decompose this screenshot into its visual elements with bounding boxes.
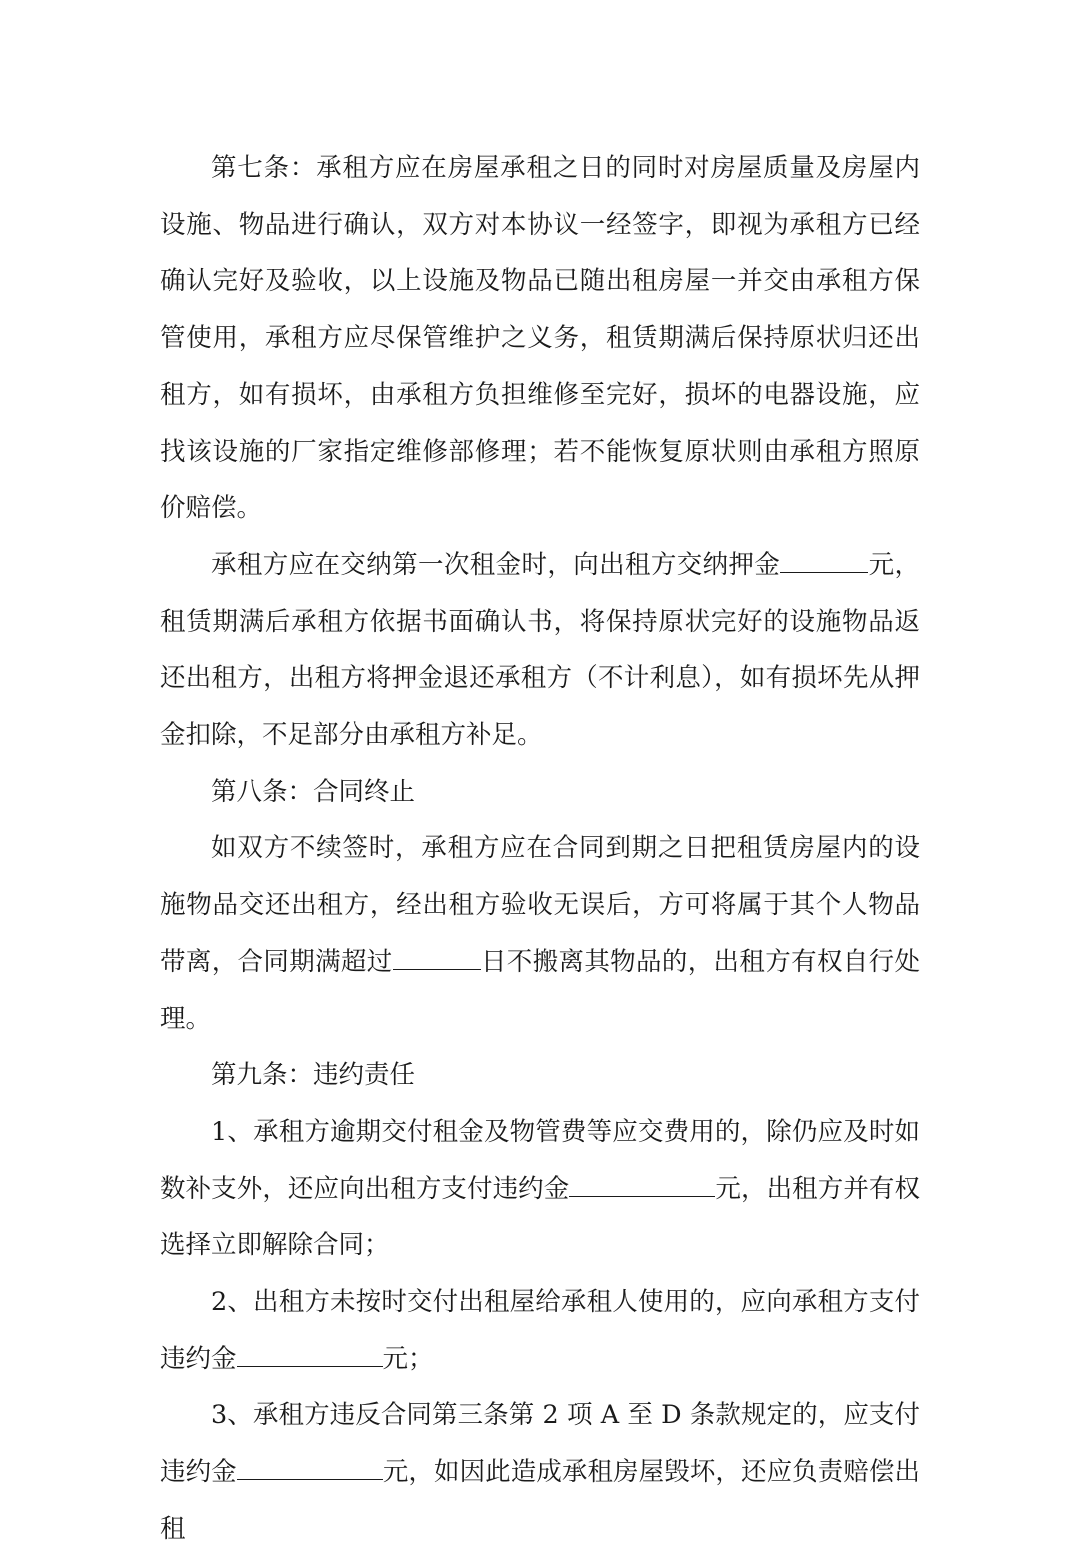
deposit-paragraph	[160, 537, 920, 764]
penalty-2-blank	[237, 1344, 383, 1367]
article-8-heading-text: 第八条：合同终止	[211, 776, 416, 807]
days-blank	[393, 947, 481, 970]
breach-item-2	[160, 1274, 920, 1387]
article-9-heading	[160, 1047, 920, 1104]
breach-item-3	[160, 1387, 920, 1557]
article-9-heading-text: 第九条：违约责任	[211, 1060, 416, 1091]
breach-item-3-after: 元，如因此造成承租房屋毁坏，还应负责赔偿出租	[160, 1457, 920, 1544]
document-page	[160, 140, 920, 1558]
deposit-text-before: 承租方应在交纳第一次租金时，向出租方交纳押金	[211, 549, 781, 580]
article-8-paragraph	[160, 820, 920, 1047]
article-8-heading	[160, 764, 920, 821]
deposit-amount-blank	[780, 550, 868, 573]
breach-item-2-before: 2、出租方未按时交付出租屋给承租人使用的，应向承租方支付违约金	[160, 1287, 920, 1374]
breach-item-3-before: 3、承租方违反合同第三条第 2 项 A 至 D 条款规定的，应支付违约金	[160, 1400, 920, 1488]
breach-item-1	[160, 1104, 920, 1274]
breach-item-2-after: 元；	[382, 1343, 434, 1374]
breach-item-1-before: 1、承租方逾期交付租金及物管费等应交费用的，除仍应及时如数补支外，还应向出租方支付违约金	[160, 1116, 920, 1204]
deposit-text-after: 元，租赁期满后承租方依据书面确认书，将保持原状完好的设施物品返还出租方，出租方将押金退还承租方（不计利息），如有损坏先从押金扣除，不足部分由承租方补足。	[160, 549, 920, 751]
termination-text-before: 如双方不续签时，承租方应在合同到期之日把租赁房屋内的设施物品交还出租方，经出租方验收无误后，方可将属于其个人物品带离，合同期满超过	[160, 833, 920, 977]
penalty-3-blank	[237, 1457, 383, 1480]
termination-text-after: 日不搬离其物品的，出租方有权自行处理。	[160, 946, 920, 1034]
breach-item-1-after: 元，出租方并有权选择立即解除合同；	[160, 1173, 920, 1261]
article-7-text: 第七条：承租方应在房屋承租之日的同时对房屋质量及房屋内设施、物品进行确认，双方对本协议一经签字，即视为承租方已经确认完好及验收，以上设施及物品已随出租房屋一并交由承租方保管使用，承租方应尽保管维护之义务，租赁期满后保持原状归还出租方，如有损坏，由承租方负担维修至完好，损坏的电器设施，应找该设施的厂家指定维修部修理；若不能恢复原状则由承租方照原价赔偿。	[160, 153, 920, 524]
penalty-1-blank	[569, 1174, 715, 1197]
article-7-paragraph	[160, 140, 920, 537]
